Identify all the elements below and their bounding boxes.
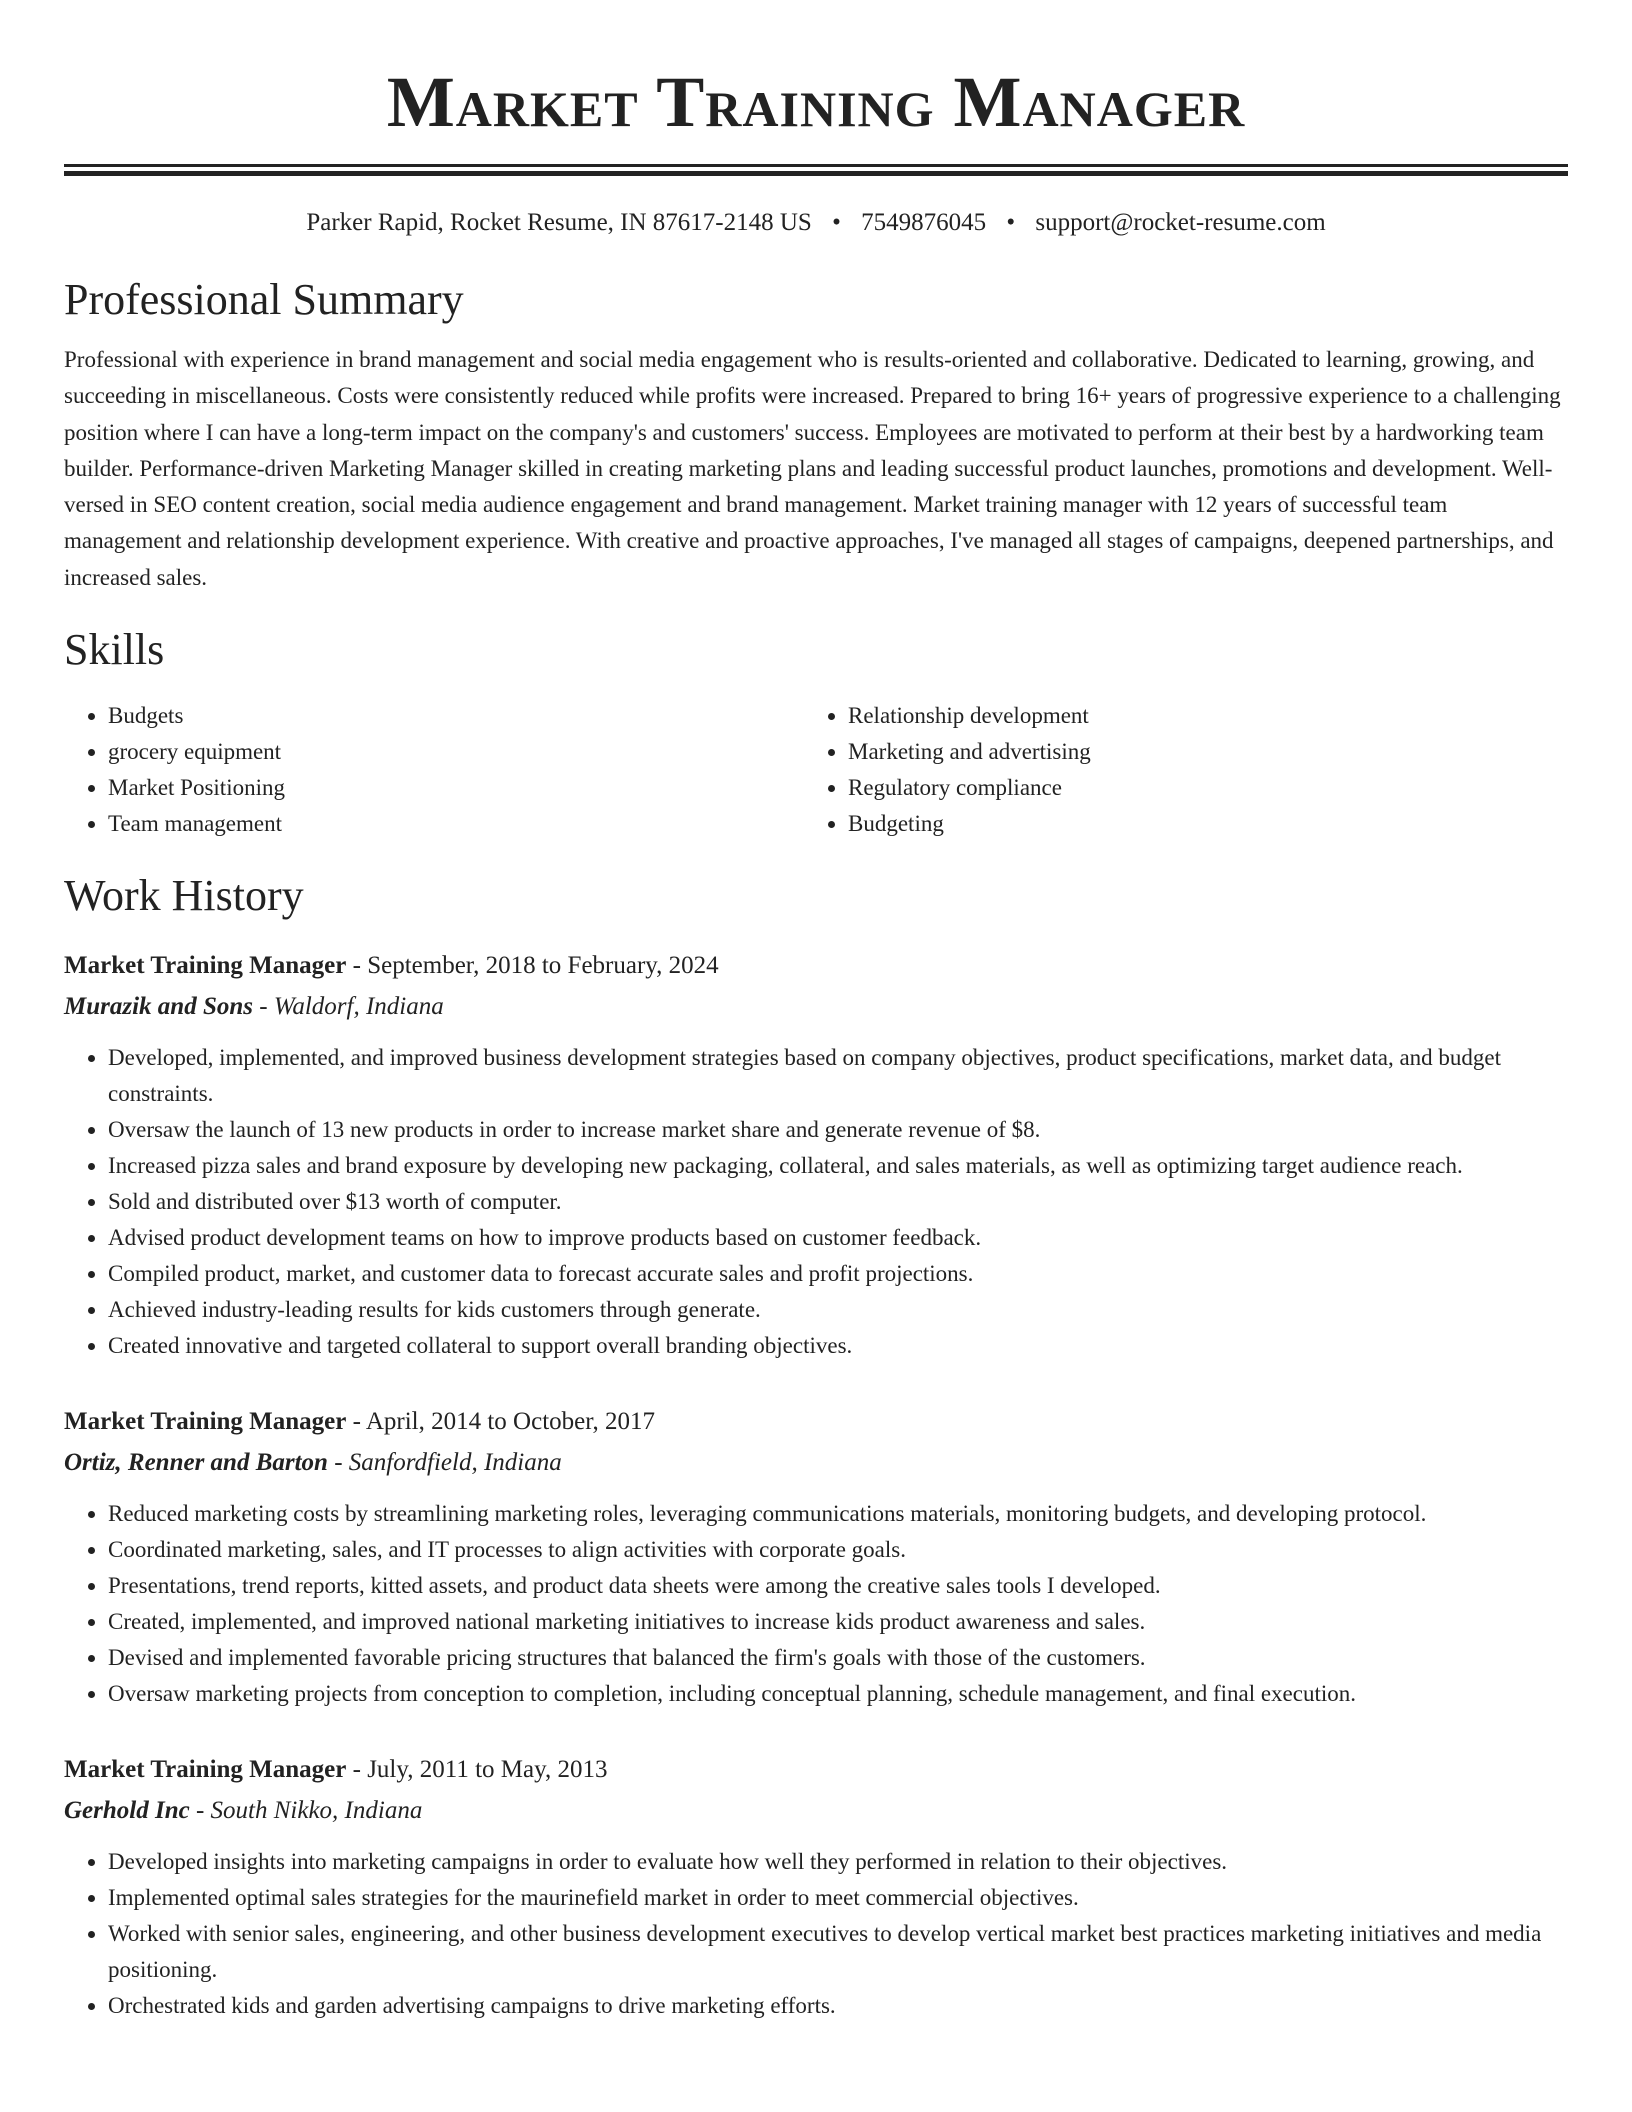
- skill-item: • Market Positioning: [108, 770, 804, 806]
- job-dates: April, 2014 to October, 2017: [365, 1408, 656, 1436]
- job-title: Market Training Manager: [64, 952, 347, 980]
- skill-item: • Budgets: [108, 698, 804, 734]
- contact-line: [64, 206, 1568, 240]
- job-dash: -: [352, 952, 361, 980]
- job-bullet: • Reduced marketing costs by streamlining marketing roles, leveraging communications materials, monitoring budgets, and developing protocol.: [108, 1496, 1568, 1532]
- job-company: Murazik and Sons: [64, 993, 253, 1021]
- summary-heading: Professional Summary: [64, 275, 464, 324]
- job-bullet: • Developed insights into marketing campaigns in order to evaluate how well they performed in relation to their objectives.: [108, 1844, 1568, 1880]
- job-location: South Nikko, Indiana: [210, 1797, 423, 1825]
- job-company: Ortiz, Renner and Barton: [64, 1449, 328, 1477]
- skills-heading: Skills: [64, 625, 165, 675]
- job-bullet: • Created innovative and targeted collateral to support overall branding objectives.: [108, 1328, 1568, 1364]
- job-dash: -: [352, 1756, 361, 1784]
- job-bullet: • Presentations, trend reports, kitted assets, and product data sheets were among the creative sales tools I developed.: [108, 1568, 1568, 1604]
- skills-column-right: [804, 698, 1504, 842]
- skill-item: • Budgeting: [848, 806, 1504, 842]
- job-bullet: • Coordinated marketing, sales, and IT processes to align activities with corporate goals.: [108, 1532, 1568, 1568]
- job-bullet: • Oversaw the launch of 13 new products in order to increase market share and generate revenue of $8.: [108, 1112, 1568, 1148]
- job-entry: [64, 948, 1568, 1364]
- job-location: Waldorf, Indiana: [273, 993, 444, 1021]
- job-bullet: • Developed, implemented, and improved business development strategies based on company objectives, product specifications, market data, and budget constraints.: [108, 1040, 1568, 1112]
- job-dates: September, 2018 to February, 2024: [367, 952, 719, 980]
- job-dash: -: [259, 993, 268, 1021]
- job-header: [64, 948, 1568, 984]
- skill-item: • Team management: [108, 806, 804, 842]
- job-dash: -: [195, 1797, 205, 1825]
- job-entry: [64, 1752, 1568, 2024]
- job-dash: -: [352, 1408, 361, 1436]
- job-bullet: • Oversaw marketing projects from conception to completion, including conceptual planning, schedule management, and final execution.: [108, 1676, 1568, 1712]
- contact-phone: 7549876045: [861, 209, 987, 236]
- job-bullet: • Advised product development teams on how to improve products based on customer feedback.: [108, 1220, 1568, 1256]
- job-employer: [64, 1444, 1568, 1482]
- job-bullet: • Created, implemented, and improved national marketing initiatives to increase kids product awareness and sales.: [108, 1604, 1568, 1640]
- job-dash: -: [334, 1449, 343, 1477]
- job-location: Sanfordfield, Indiana: [348, 1449, 562, 1477]
- contact-address: Parker Rapid, Rocket Resume, IN 87617-2148 US: [306, 209, 812, 236]
- summary-text: Professional with experience in brand management and social media engagement who is results-oriented and collaborative. Dedicated to learning, growing, and succeeding in miscellaneous. Costs were consistently reduced while profits were increased. Prepared to bring 16+ years of progressive experience to a challenging position where I can have a long-term impact on the company's and customers' success. Employees are motivated to perform at their best by a hardworking team builder. Performance-driven Marketing Manager skilled in creating marketing plans and leading successful product launches, promotions and development. Well-versed in SEO content creation, social media audience engagement and brand management. Market training manager with 12 years of successful team management and relationship development experience. With creative and proactive approaches, I've managed all stages of campaigns, deepened partnerships, and increased sales.: [64, 347, 1561, 590]
- job-bullet: • Implemented optimal sales strategies for the maurinefield market in order to meet commercial objectives.: [108, 1880, 1568, 1916]
- contact-email: support@rocket-resume.com: [1035, 209, 1326, 236]
- title-divider: [64, 164, 1568, 176]
- job-title: Market Training Manager: [64, 1756, 347, 1784]
- skills-list: [64, 698, 1568, 842]
- job-entry: [64, 1404, 1568, 1712]
- skill-item: • Marketing and advertising: [848, 734, 1504, 770]
- job-title: Market Training Manager: [64, 1408, 347, 1436]
- work-history-heading: Work History: [64, 871, 304, 921]
- skill-item: • Relationship development: [848, 698, 1504, 734]
- job-bullets: [64, 1496, 1568, 1712]
- skills-column-left: [64, 698, 804, 842]
- job-dates: July, 2011 to May, 2013: [367, 1756, 608, 1784]
- job-bullet: • Orchestrated kids and garden advertising campaigns to drive marketing efforts.: [108, 1988, 1568, 2024]
- job-bullet: • Worked with senior sales, engineering, and other business development executives to develop vertical market best practices marketing initiatives and media positioning.: [108, 1916, 1568, 1988]
- job-header: [64, 1752, 1568, 1788]
- job-bullet: • Compiled product, market, and customer data to forecast accurate sales and profit projections.: [108, 1256, 1568, 1292]
- job-header: [64, 1404, 1568, 1440]
- job-bullet: • Achieved industry-leading results for kids customers through generate.: [108, 1292, 1568, 1328]
- job-bullets: [64, 1844, 1568, 2024]
- skill-item: • grocery equipment: [108, 734, 804, 770]
- job-bullet: • Devised and implemented favorable pricing structures that balanced the firm's goals with those of the customers.: [108, 1640, 1568, 1676]
- resume-title: Market Training Manager: [386, 62, 1246, 142]
- contact-separator: •: [832, 209, 841, 236]
- skill-item: • Regulatory compliance: [848, 770, 1504, 806]
- contact-separator: •: [1006, 209, 1016, 236]
- job-bullets: [64, 1040, 1568, 1364]
- job-bullet: • Sold and distributed over $13 worth of computer.: [108, 1184, 1568, 1220]
- job-company: Gerhold Inc: [64, 1797, 190, 1825]
- job-employer: [64, 988, 1568, 1026]
- job-employer: [64, 1792, 1568, 1830]
- job-bullet: • Increased pizza sales and brand exposure by developing new packaging, collateral, and sales materials, as well as optimizing target audience reach.: [108, 1148, 1568, 1184]
